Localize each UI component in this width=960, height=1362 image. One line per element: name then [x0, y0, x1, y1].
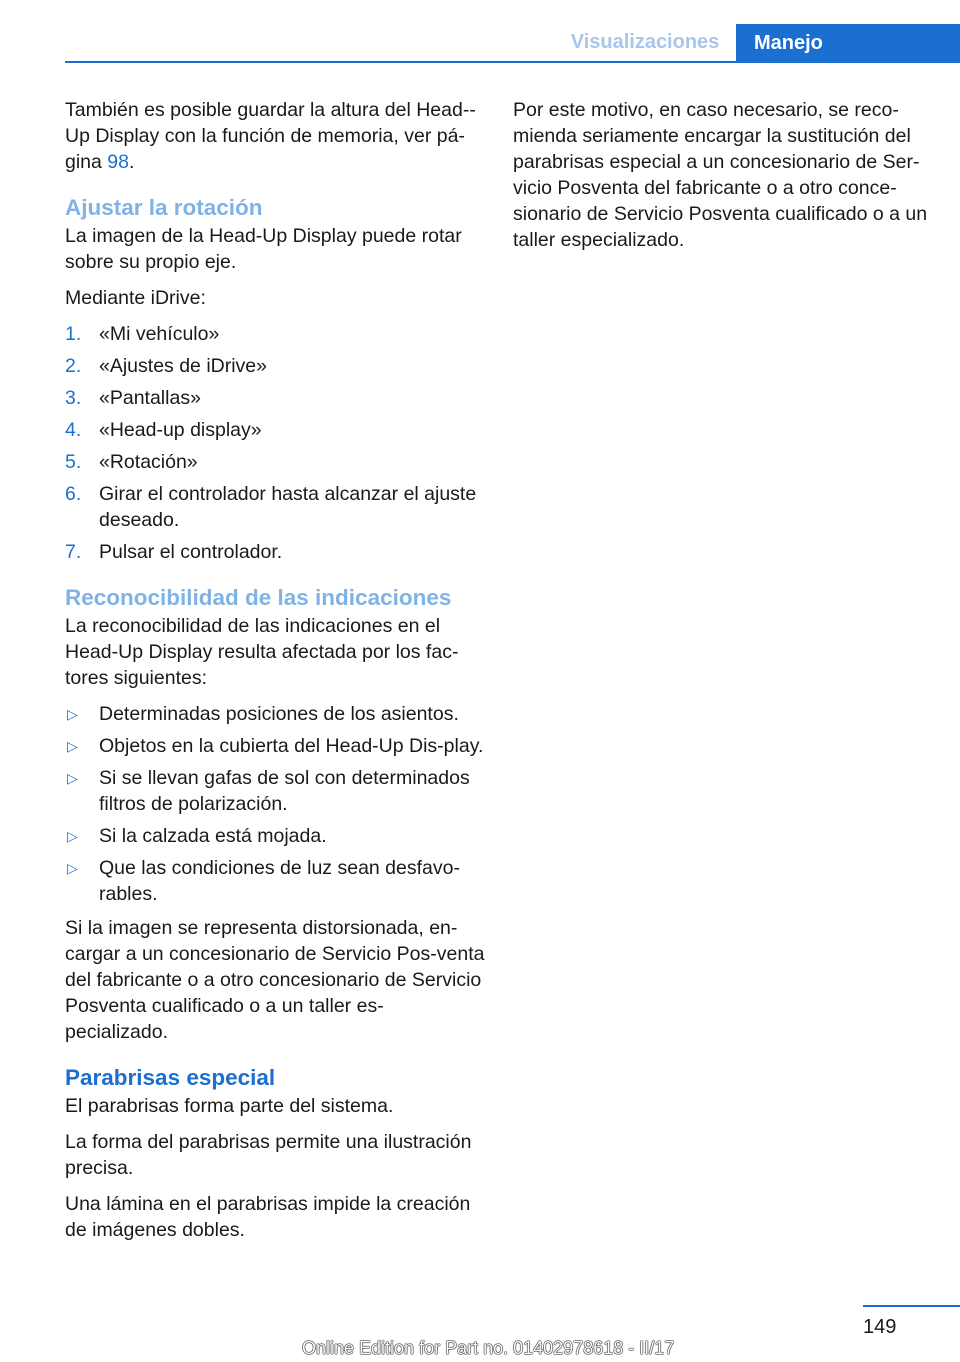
bullet-triangle-icon: ▷ [67, 770, 78, 786]
distortion-paragraph: Si la imagen se representa distorsionada, en-cargar a un concesionario de Servicio Pos-venta del fabricante o a otro concesionario de Servicio Posventa cualificado o a un taller es-pecializado. [65, 917, 485, 1043]
replacement-paragraph: Por este motivo, en caso necesario, se reco-mienda seriamente encargar la sustitución del parabrisas especial a un concesionario de Ser-vicio Posventa del fabricante o a otro conce-sionario de Servicio Posventa cualificado o a un taller especializado. [513, 99, 928, 251]
heading-visibility: Reconocibilidad de las indicaciones [65, 585, 452, 610]
heading-windscreen: Parabrisas especial [65, 1065, 276, 1090]
list-item: ▷ Si la calzada está mojada. [67, 825, 327, 847]
list-item: ▷ Si se llevan gafas de sol con determinados filtros de polarización. [67, 767, 470, 815]
chapter-tab-manejo: Manejo [736, 24, 960, 63]
rotation-steps-list [65, 321, 485, 565]
visibility-paragraph: La reconocibilidad de las indicaciones en el Head-Up Display resulta afectada por los fac-tores siguientes: [65, 615, 459, 689]
list-item: ▷ Determinadas posiciones de los asientos. [67, 703, 459, 725]
list-item: 1. «Mi vehículo» [65, 323, 220, 345]
header-rule [65, 61, 960, 63]
intro-paragraph: También es posible guardar la altura del Head--Up Display con la función de memoria, ver pá-gina 98. [65, 99, 476, 173]
idrive-label: Mediante iDrive: [65, 287, 206, 309]
list-item: 6. Girar el controlador hasta alcanzar el ajuste deseado. [65, 483, 477, 531]
list-item: ▷ Objetos en la cubierta del Head-Up Dis-play. [67, 735, 484, 757]
list-item: 3. «Pantallas» [65, 387, 201, 409]
bullet-triangle-icon: ▷ [67, 706, 78, 722]
list-item: 4. «Head-up display» [65, 419, 262, 441]
edition-footer: Online Edition for Part no. 01402978618 - II/17 [302, 1338, 675, 1358]
heading-rotation: Ajustar la rotación [65, 195, 263, 220]
bullet-triangle-icon: ▷ [67, 860, 78, 876]
page-reference-link[interactable]: 98 [107, 151, 129, 173]
list-item: 7. Pulsar el controlador. [65, 541, 283, 563]
section-tab-visualizaciones: Visualizaciones [570, 31, 720, 53]
left-column [65, 97, 485, 1253]
rotation-paragraph: La imagen de la Head-Up Display puede rotar sobre su propio eje. [65, 225, 462, 273]
footer-rule [863, 1305, 960, 1307]
visibility-factors-list [65, 701, 485, 907]
windscreen-paragraph-2: La forma del parabrisas permite una ilustración precisa. [65, 1131, 472, 1179]
right-column [513, 97, 933, 263]
windscreen-paragraph-3: Una lámina en el parabrisas impide la creación de imágenes dobles. [65, 1193, 471, 1241]
windscreen-paragraph-1: El parabrisas forma parte del sistema. [65, 1095, 394, 1117]
bullet-triangle-icon: ▷ [67, 828, 78, 844]
page-number: 149 [863, 1316, 897, 1338]
list-item: 5. «Rotación» [65, 451, 198, 473]
list-item: 2. «Ajustes de iDrive» [65, 355, 267, 377]
bullet-triangle-icon: ▷ [67, 738, 78, 754]
list-item: ▷ Que las condiciones de luz sean desfavo-rables. [67, 857, 460, 905]
